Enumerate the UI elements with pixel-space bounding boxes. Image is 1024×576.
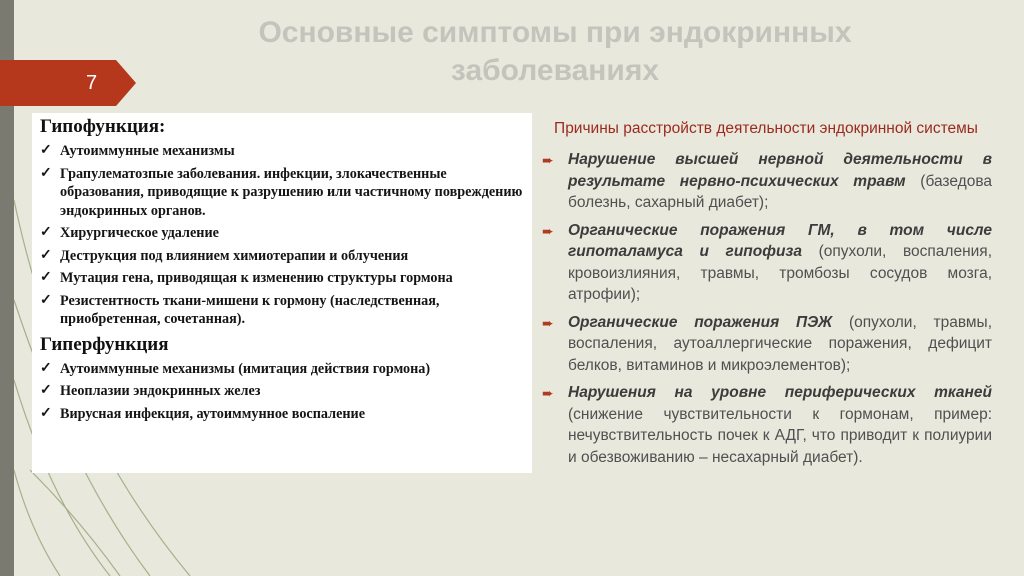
slide-title: Основные симптомы при эндокринных заболеваниях: [258, 16, 852, 87]
list-item: [40, 142, 526, 161]
cause-bold-text: Органические поражения ГМ, в том числе гипоталамуса и гипофиза: [568, 221, 992, 260]
list-item: [40, 360, 526, 379]
checkmark-icon: ✓: [40, 405, 52, 421]
causes-panel: [540, 118, 992, 474]
cause-rest-text: (базедова болезнь, сахарный диабет);: [568, 172, 992, 211]
list-item: [40, 382, 526, 401]
arrow-bullet-icon: ➨: [542, 385, 554, 401]
list-item: [540, 312, 992, 377]
list-item: [40, 269, 526, 288]
checkmark-icon: ✓: [40, 143, 52, 158]
badge-shape: [0, 60, 136, 106]
checkmark-icon: ✓: [40, 270, 52, 285]
checkmark-icon: ✓: [40, 292, 52, 308]
list-item: [540, 220, 992, 306]
slide-number: 7: [86, 72, 98, 94]
list-item-text: Хирургическое удаление: [60, 225, 219, 241]
cause-rest-text: (опухоли, травмы, воспаления, аутоаллергические поражения, дефицит белков, витаминов и микроэлементов);: [568, 313, 993, 374]
checkmark-icon: ✓: [40, 383, 52, 398]
list-item: [540, 149, 992, 214]
cause-rest-text: (опухоли, воспаления, кровоизлияния, травмы, тромбозы сосудов мозга, атрофии);: [568, 243, 992, 303]
hyperfunction-heading: Гиперфункция: [40, 333, 169, 355]
arrow-bullet-icon: ➨: [542, 222, 554, 239]
cause-bold-text: Нарушение высшей нервной деятельности в результате нервно-психических травм: [568, 151, 992, 190]
checkmark-icon: ✓: [40, 247, 52, 263]
symptoms-panel: [32, 113, 532, 473]
list-item: [540, 382, 992, 468]
arrow-bullet-icon: ➨: [542, 314, 554, 331]
list-item-text: Вирусная инфекция, аутоиммунное воспаление: [60, 405, 366, 422]
list-item: [40, 224, 526, 243]
list-item-text: Аутоиммунные механизмы: [60, 143, 235, 159]
list-item-text: Деструкция под влиянием химиотерапии и облучения: [60, 247, 409, 264]
list-item: [40, 405, 526, 424]
list-item-text: Неоплазии эндокринных желез: [60, 383, 261, 399]
checkmark-icon: ✓: [40, 165, 52, 181]
cause-bold-text: Органические поражения ПЭЖ: [568, 313, 833, 331]
cause-bold-text: Нарушения на уровне периферических тканей: [568, 384, 992, 401]
checkmark-icon: ✓: [40, 225, 52, 240]
arrow-bullet-icon: ➨: [542, 152, 554, 168]
slide-number-badge: [0, 60, 136, 106]
checkmark-icon: ✓: [40, 360, 52, 376]
list-item-text: Резистентность ткани-мишени к гормону (наследственная, приобретенная, сочетанная).: [60, 292, 440, 327]
cause-rest-text: (снижение чувствительности к гормонам, пример: нечувствительность почек к АДГ, что приводит к полиурии и обезвоживанию – несахарный диабет).: [568, 405, 992, 466]
hypofunction-heading: Гипофункция:: [40, 116, 166, 137]
list-item-text: Аутоиммунные механизмы (имитация действия гормона): [60, 360, 431, 377]
list-item: [40, 247, 526, 266]
causes-list: [540, 149, 992, 468]
list-item: [40, 165, 526, 221]
causes-heading: Причины расстройств деятельности эндокринной системы: [554, 120, 978, 137]
list-item-text: Грапулематозпые заболевания. инфекции, злокачественные образования, приводящие к разрушению или частичному повреждению эндокринных органов.: [60, 165, 523, 219]
hypofunction-list: [40, 142, 526, 329]
list-item: [40, 292, 526, 329]
list-item-text: Мутация гена, приводящая к изменению структуры гормона: [60, 270, 453, 286]
hyperfunction-list: [40, 360, 526, 424]
